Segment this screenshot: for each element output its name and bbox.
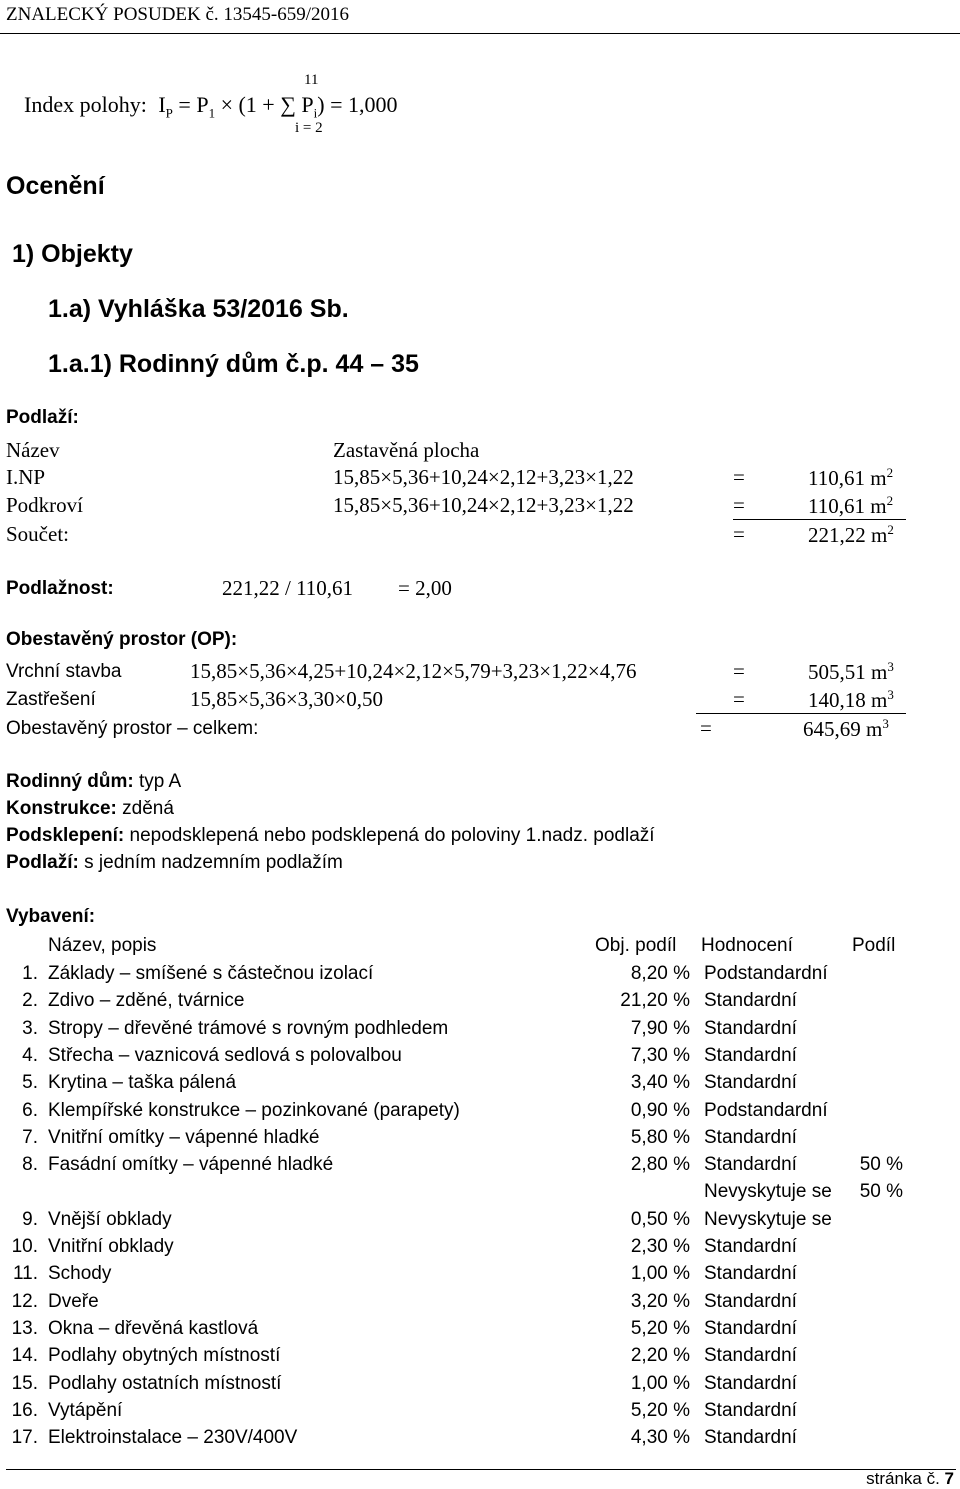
row-name: Střecha – vaznicová sedlová s polovalbou xyxy=(48,1044,402,1066)
row-hodnoceni: Standardní xyxy=(704,1399,797,1421)
row-hodnoceni: Standardní xyxy=(704,1072,797,1094)
row-number: 8. xyxy=(22,1154,38,1176)
podlazi-row: Podkroví 15,85×5,36+10,24×2,12+3,23×1,22 = 110,61 $m^2$ xyxy=(6,493,894,518)
header-divider xyxy=(0,33,960,34)
row-number: 14. xyxy=(11,1345,38,1367)
row-hodnoceni: Nevyskytuje se xyxy=(704,1208,832,1230)
row-number: 13. xyxy=(11,1317,38,1339)
table-row xyxy=(0,963,960,990)
podlaznost-row: Podlažnost: 221,22 / 110,61 = 2,00 xyxy=(6,576,452,600)
row-number: 11. xyxy=(12,1263,38,1285)
prop-rodinny-dum: Rodinný dům: typ A xyxy=(6,771,182,792)
prop-podsklepeni: Podsklepení: nepodsklepená nebo podsklepená do poloviny 1.nadz. podlaží xyxy=(6,825,655,846)
row-obj-podil: 21,20 % xyxy=(620,990,690,1012)
row-name: Klempířské konstrukce – pozinkované (parapety) xyxy=(48,1099,460,1121)
row-name: Krytina – taška pálená xyxy=(48,1072,237,1094)
row-number: 2. xyxy=(22,990,38,1012)
row-hodnoceni: Standardní xyxy=(704,1317,797,1339)
row-obj-podil: 2,30 % xyxy=(630,1236,690,1257)
table-row xyxy=(0,1236,960,1263)
table-row xyxy=(0,990,960,1017)
row-hodnoceni: Standardní xyxy=(704,1154,797,1176)
obestaveny-total-row: Obestavěný prostor – celkem: = 645,69 $m^3$ xyxy=(6,716,889,741)
table-row xyxy=(0,1400,960,1427)
table-row xyxy=(0,1127,960,1154)
row-hodnoceni: Standardní xyxy=(704,1263,797,1285)
row-obj-podil: 4,30 % xyxy=(630,1427,690,1449)
row-name: Vytápění xyxy=(48,1399,123,1421)
obestaveny-row: Vrchní stavba 15,85×5,36×4,25+10,24×2,12×5,79+3,23×1,22×4,76 = 505,51 $m^3$ xyxy=(6,659,894,684)
row-number: 7. xyxy=(22,1126,38,1148)
section-heading-oceneni: Ocenění xyxy=(6,172,105,200)
row-number: 9. xyxy=(22,1208,38,1230)
row-name: Stropy – dřevěné trámové s rovným podhledem xyxy=(48,1017,449,1039)
sum-divider xyxy=(733,519,906,520)
podlazi-col-area: Zastavěná plocha xyxy=(333,438,480,462)
row-obj-podil: 2,80 % xyxy=(630,1154,690,1176)
row-number: 15. xyxy=(11,1372,38,1394)
table-row xyxy=(0,1345,960,1372)
table-row xyxy=(0,1427,960,1454)
podlazi-title: Podlaží: xyxy=(6,407,79,428)
row-hodnoceni: Standardní xyxy=(704,1290,797,1312)
sum-symbol: ∑ xyxy=(280,92,296,117)
row-obj-podil: 5,20 % xyxy=(630,1399,690,1421)
prop-podlazi: Podlaží: s jedním nadzemním podlažím xyxy=(6,852,343,873)
row-hodnoceni: Standardní xyxy=(704,1017,797,1039)
row-obj-podil: 0,50 % xyxy=(630,1208,690,1230)
row-obj-podil: 5,20 % xyxy=(630,1317,690,1339)
row-podil: 50 % xyxy=(859,1154,903,1176)
row-number: 6. xyxy=(22,1099,38,1121)
vybaveni-header-row: Název, popis Obj. podíl Hodnocení Podíl xyxy=(48,935,896,956)
row-number: 1. xyxy=(22,963,38,984)
row-obj-podil: 2,20 % xyxy=(630,1345,690,1367)
podlazi-sum-row: Součet: = 221,22 $m^2$ xyxy=(6,522,894,547)
row-number: 17. xyxy=(11,1427,38,1449)
index-polohy-label: Index polohy: xyxy=(24,92,147,117)
obestaveny-row: Zastřešení 15,85×5,36×3,30×0,50 = 140,18 $m^3$ xyxy=(6,687,894,712)
row-obj-podil: 7,90 % xyxy=(630,1017,690,1039)
row-hodnoceni: Standardní xyxy=(704,1236,797,1257)
section-heading-objekty: 1) Objekty xyxy=(12,240,133,268)
table-row xyxy=(0,1154,960,1181)
row-podil: 50 % xyxy=(859,1181,903,1203)
vybaveni-title: Vybavení: xyxy=(6,906,96,927)
sum-upper-bound: 11 xyxy=(304,72,319,88)
row-name: Podlahy obytných místností xyxy=(48,1345,281,1367)
row-number: 12. xyxy=(11,1290,38,1312)
row-obj-podil: 1,00 % xyxy=(630,1372,690,1394)
section-heading-rodinny-dum: 1.a.1) Rodinný dům č.p. 44 – 35 xyxy=(48,350,419,378)
row-name: Zdivo – zděné, tvárnice xyxy=(48,990,245,1012)
row-name: Elektroinstalace – 230V/400V xyxy=(48,1427,298,1449)
table-row xyxy=(0,1045,960,1072)
index-polohy-formula: Index polohy: $I_P = P_1 \times (1$ + ∑ $P_i) = 1,000$ xyxy=(24,92,398,121)
row-obj-podil: 0,90 % xyxy=(630,1099,690,1121)
row-number: 5. xyxy=(22,1072,38,1094)
row-name: Základy – smíšené s částečnou izolací xyxy=(48,963,374,984)
row-hodnoceni: Podstandardní xyxy=(704,1099,828,1121)
row-number: 3. xyxy=(22,1017,38,1039)
table-row xyxy=(0,1100,960,1127)
row-obj-podil: 1,00 % xyxy=(630,1263,690,1285)
row-obj-podil: 3,40 % xyxy=(630,1072,690,1094)
row-obj-podil: 5,80 % xyxy=(630,1126,690,1148)
sum-lower-bound: i = 2 xyxy=(295,120,323,136)
document-header-title: ZNALECKÝ POSUDEK č. 13545-659/2016 xyxy=(6,4,350,25)
row-number: 4. xyxy=(22,1044,38,1066)
row-obj-podil: 8,20 % xyxy=(630,963,690,984)
section-heading-vyhlaska: 1.a) Vyhláška 53/2016 Sb. xyxy=(48,295,349,323)
row-name: Dveře xyxy=(48,1290,99,1312)
table-row xyxy=(0,1072,960,1099)
footer-divider xyxy=(6,1469,956,1470)
row-hodnoceni: Podstandardní xyxy=(704,963,828,984)
row-name: Schody xyxy=(48,1263,112,1285)
row-name: Vnitřní omítky – vápenné hladké xyxy=(48,1126,320,1148)
footer-page-number: stránka č. 7 xyxy=(866,1469,954,1488)
table-row xyxy=(0,1263,960,1290)
row-name: Vnitřní obklady xyxy=(48,1236,174,1257)
row-hodnoceni: Standardní xyxy=(704,1126,797,1148)
row-name: Okna – dřevěná kastlová xyxy=(48,1317,259,1339)
podlazi-row: I.NP 15,85×5,36+10,24×2,12+3,23×1,22 = 110,61 $m^2$ xyxy=(6,465,894,490)
row-hodnoceni: Standardní xyxy=(704,1372,797,1394)
row-hodnoceni: Standardní xyxy=(704,990,797,1012)
row-obj-podil: 7,30 % xyxy=(630,1044,690,1066)
row-hodnoceni: Standardní xyxy=(704,1345,797,1367)
podlazi-col-name: Název xyxy=(6,438,60,462)
obestaveny-title: Obestavěný prostor (OP): xyxy=(6,629,238,650)
prop-konstrukce: Konstrukce: zděná xyxy=(6,798,174,819)
table-row xyxy=(0,1018,960,1045)
row-obj-podil: 3,20 % xyxy=(630,1290,690,1312)
row-hodnoceni: Standardní xyxy=(704,1044,797,1066)
row-number: 10. xyxy=(11,1236,38,1257)
table-row xyxy=(0,1291,960,1318)
table-row xyxy=(0,1318,960,1345)
table-row xyxy=(0,1209,960,1236)
row-name: Vnější obklady xyxy=(48,1208,172,1230)
row-hodnoceni: Standardní xyxy=(704,1427,797,1449)
total-divider xyxy=(696,713,906,714)
row-number: 16. xyxy=(11,1399,38,1421)
table-row xyxy=(0,1373,960,1400)
row-name: Fasádní omítky – vápenné hladké xyxy=(48,1154,334,1176)
table-row xyxy=(0,1181,960,1208)
row-name: Podlahy ostatních místností xyxy=(48,1372,282,1394)
row-hodnoceni: Nevyskytuje se xyxy=(704,1181,832,1203)
